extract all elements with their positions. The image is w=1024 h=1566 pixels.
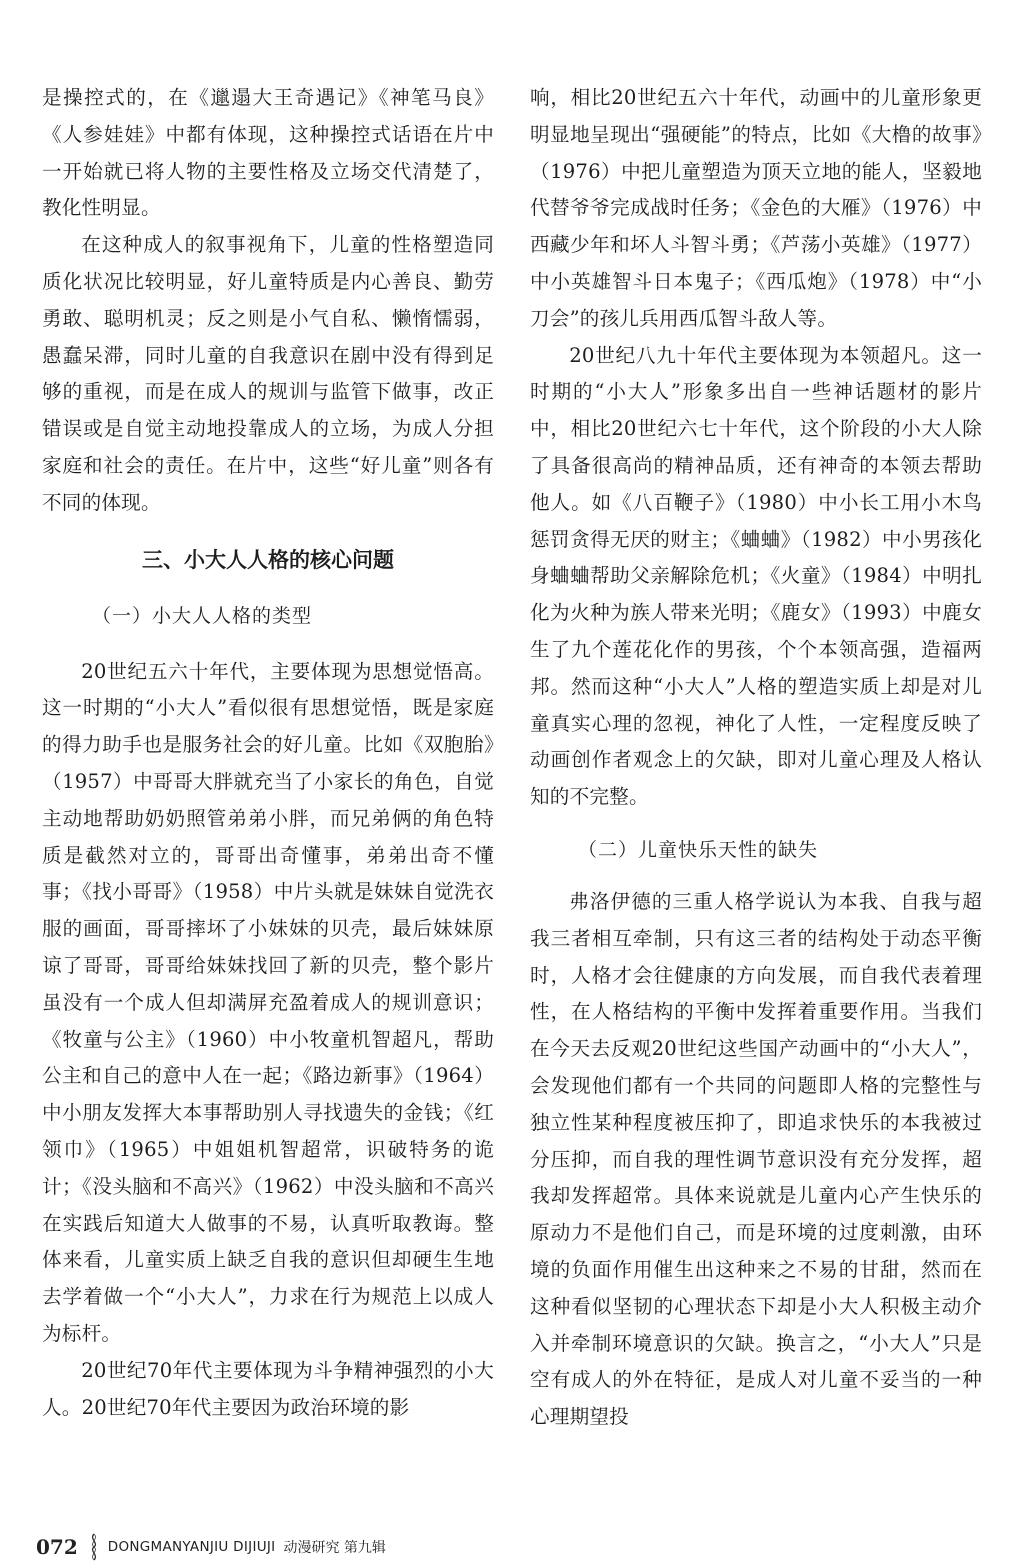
paragraph: 在这种成人的叙事视角下，儿童的性格塑造同质化状况比较明显，好儿童特质是内心善良、勤劳勇敢、聪明机灵；反之则是小气自私、懒惰懦弱，愚蠢呆滞，同时儿童的自我意识在剧中没有得到足够的重视，而是在成人的规训与监管下做事，改正错误或是自觉主动地投靠成人的立场，为成人分担家庭和社会的责任。在片中，这些“好儿童”则各有不同的体现。 — [42, 233, 494, 514]
ornament-icon — [88, 1533, 100, 1561]
right-column — [530, 80, 982, 1436]
journal-name: DONGMANYANJIU DIJIUJI — [107, 1539, 276, 1555]
section-heading: 三、小大人人格的核心问题 — [142, 547, 394, 572]
left-column — [42, 80, 494, 1426]
paragraph: 弗洛伊德的三重人格学说认为本我、自我与超我三者相互牵制，只有这三者的结构处于动态平衡时，人格才会往健康的方向发展，而自我代表着理性，在人格结构的平衡中发挥着重要作用。当我们在今天去反观20世纪这些国产动画中的“小大人”，会发现他们都有一个共同的问题即人格的完整性与独立性某种程度被压抑了，即追求快乐的本我被过分压抑，而自我的理性调节意识没有充分发挥，超我却发挥超常。具体来说就是儿童内心产生快乐的原动力不是他们自己，而是环境的过度刺激，由环境的负面作用催生出这种来之不易的甘甜，然而在这种看似坚韧的心理状态下却是小大人积极主动介入并牵制环境意识的欠缺。换言之，“小大人”只是空有成人的外在特征，是成人对儿童不妥当的一种心理期望投 — [530, 889, 982, 1429]
journal-name-chinese: 动漫研究 第九辑 — [283, 1540, 386, 1556]
paragraph: 是操控式的，在《邋遢大王奇遇记》《神笔马良》《人参娃娃》中都有体现，这种操控式话语在片中一开始就已将人物的主要性格及立场交代清楚了，教化性明显。 — [42, 86, 494, 220]
paragraph: 20世纪五六十年代，主要体现为思想觉悟高。这一时期的“小大人”看似很有思想觉悟，既是家庭的得力助手也是服务社会的好儿童。比如《双胞胎》（1957）中哥哥大胖就充当了小家长的角色，自觉主动地帮助奶奶照管弟弟小胖，而兄弟俩的角色特质是截然对立的，哥哥出奇懂事，弟弟出奇不懂事；《找小哥哥》（1958）中片头就是妹妹自觉洗衣服的画面，哥哥摔坏了小妹妹的贝壳，最后妹妹原谅了哥哥，哥哥给妹妹找回了新的贝壳，整个影片虽没有一个成人但却满屏充盈着成人的规训意识；《牧童与公主》（1960）中小牧童机智超凡，帮助公主和自己的意中人在一起；《路边新事》（1964）中小朋友发挥大本事帮助别人寻找遗失的金钱；《红领巾》（1965）中姐姐机智超常，识破特务的诡计；《没头脑和不高兴》（1962）中没头脑和不高兴在实践后知道大人做事的不易，认真听取教诲。整体来看，儿童实质上缺乏自我的意识但却硬生生地去学着做一个“小大人”，力求在行为规范上以成人为标杆。 — [42, 659, 494, 1345]
paragraph: 20世纪八九十年代主要体现为本领超凡。这一时期的“小大人”形象多出自一些神话题材的影片中，相比20世纪六七十年代，这个阶段的小大人除了具备很高尚的精神品质，还有神奇的本领去帮助他人。如《八百鞭子》（1980）中小长工用小木鸟惩罚贪得无厌的财主；《蛐蛐》（1982）中小男孩化身蛐蛐帮助父亲解除危机；《火童》（1984）中明扎化为火种为族人带来光明；《鹿女》（1993）中鹿女生了九个莲花化作的男孩，个个本领高强，造福两邦。然而这种“小大人”人格的塑造实质上却是对儿童真实心理的忽视，神化了人性，一定程度反映了动画创作者观念上的欠缺，即对儿童心理及人格认知的不完整。 — [530, 343, 982, 809]
page-number: 072 — [36, 1535, 78, 1559]
paragraph: 响，相比20世纪五六十年代，动画中的儿童形象更明显地呈现出“强硬能”的特点，比如《大橹的故事》（1976）中把儿童塑造为顶天立地的能人，坚毅地代替爷爷完成战时任务；《金色的大雁》（1976）中西藏少年和坏人斗智斗勇；《芦荡小英雄》（1977）中小英雄智斗日本鬼子；《西瓜炮》（1978）中“小刀会”的孩儿兵用西瓜智斗敌人等。 — [530, 86, 982, 330]
page-footer — [36, 1532, 386, 1562]
subsection-heading: （二）儿童快乐天性的缺失 — [578, 838, 819, 861]
subsection-heading: （一）小大人人格的类型 — [92, 604, 313, 627]
paragraph: 20世纪70年代主要体现为斗争精神强烈的小大人。20世纪70年代主要因为政治环境的影 — [42, 1358, 494, 1419]
